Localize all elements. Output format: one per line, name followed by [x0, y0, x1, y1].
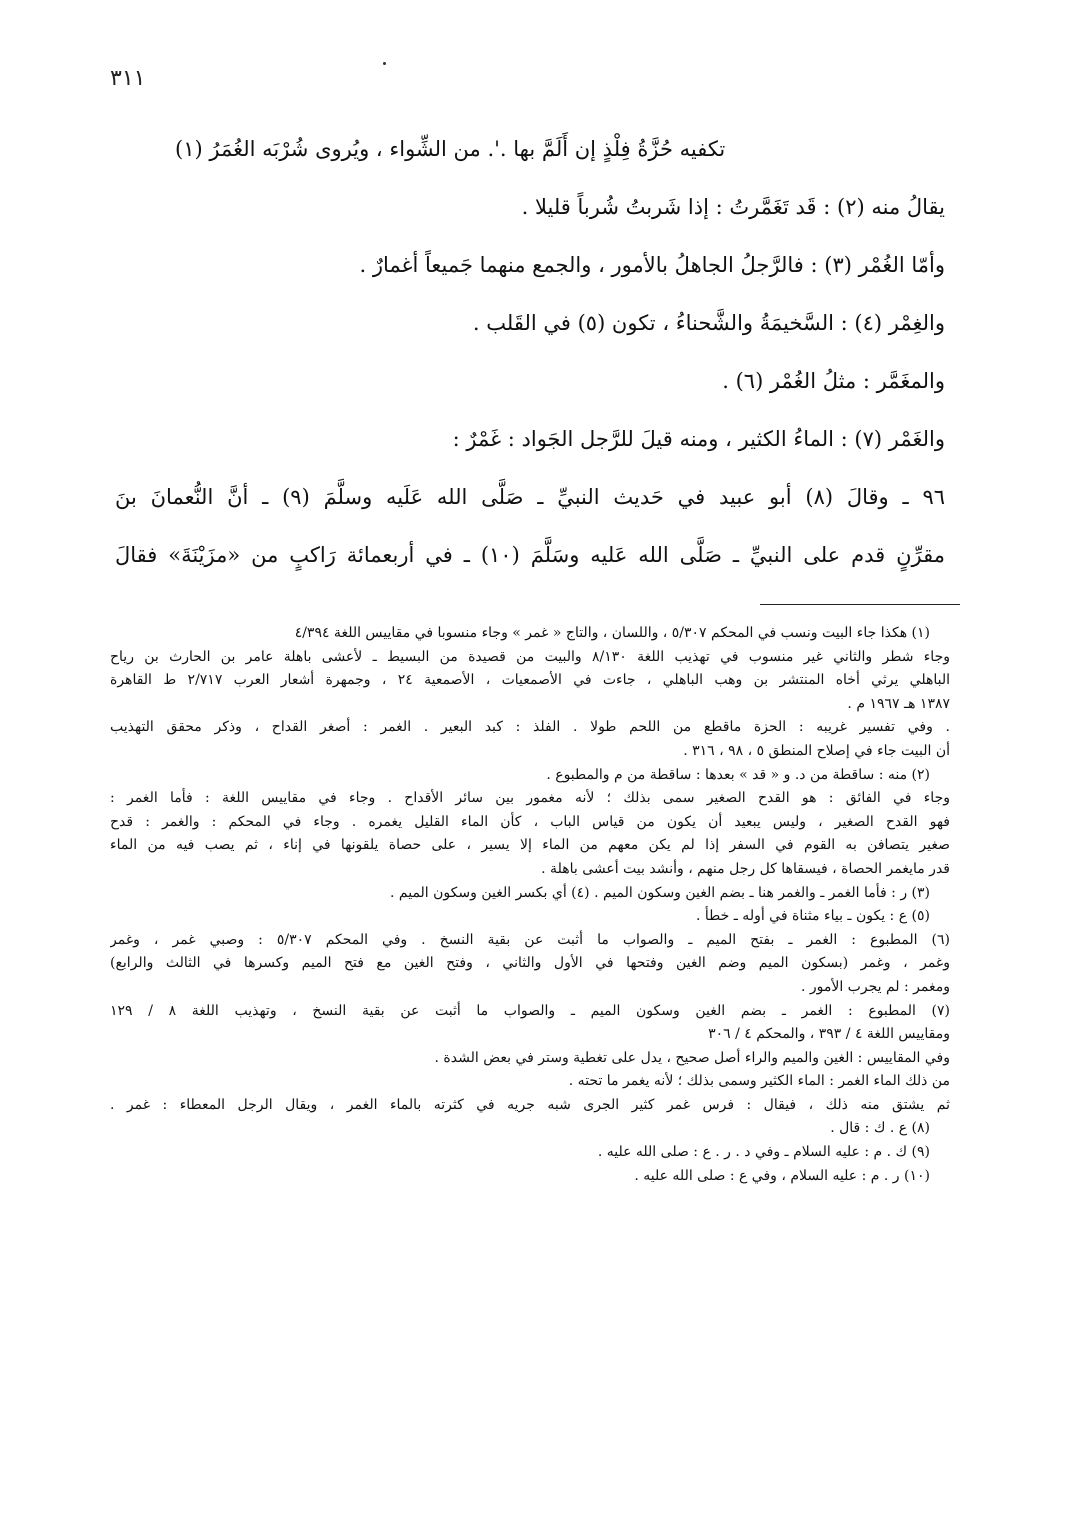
- page-number: ٣١١: [110, 66, 146, 91]
- page-dot: [383, 62, 386, 65]
- footnote-line: . وفي تفسير غريبه : الحزة ماقطع من اللحم طولا . الفلذ : كبد البعير . الغمر : أصغر القداح ، وذكر محقق التهذيب: [110, 719, 950, 736]
- footnote-line: (٣) ر : فأما الغمر ـ والغمر هنا ـ بضم الغين وسكون الميم . (٤) أي بكسر الغين وسكون الميم .: [390, 884, 930, 901]
- footnote-line: ١٣٨٧ هـ ١٩٦٧ م .: [847, 695, 950, 712]
- footnote-line: أن البيت جاء في إصلاح المنطق ٥ ، ٩٨ ، ٣١٦ .: [683, 742, 950, 759]
- footnote-line: وجاء في الفائق : هو القدح الصغير سمى بذلك ؛ لأنه مغمور بين سائر الأقداح . وجاء في مقاييس اللغة : فأما الغمر :: [110, 790, 950, 807]
- footnote-line: (١٠) ر . م : عليه السلام ، وفي ع : صلى الله عليه .: [634, 1167, 930, 1184]
- main-text-line: وأمّا الغُمْر (٣) : فالرَّجلُ الجاهلُ بالأمور ، والجمع منهما جَميعاً أغمارٌ .: [359, 253, 945, 277]
- footnote-line: (٦) المطبوع : الغمر ـ بفتح الميم ـ والصواب ما أثبت عن بقية النسخ . وفي المحكم ٥/٣٠٧ : وصبي غمر ، وغمر: [110, 931, 950, 948]
- footnotes: [110, 622, 950, 1188]
- footnote-line: ومغمر : لم يجرب الأمور .: [800, 978, 950, 995]
- footnote-line: (٧) المطبوع : الغمر ـ بضم الغين وسكون الميم ـ والصواب ما أثبت عن بقية النسخ ، وتهذيب اللغة ٨ / ١٢٩: [110, 1002, 950, 1019]
- main-text: [115, 120, 945, 584]
- main-text-line: والغِمْر (٤) : السَّخيمَةُ والشَّحناءُ ، تكون (٥) في القَلب .: [472, 311, 945, 335]
- footnote-line: من ذلك الماء الغمر : الماء الكثير وسمى بذلك ؛ لأنه يغمر ما تحته .: [568, 1073, 950, 1090]
- footnote-line: فهو القدح الصغير ، وليس يبعيد أن يكون من قياس الباب ، كأن الماء القليل يغمره . وجاء في المحكم : والغمر : قدح: [110, 813, 950, 830]
- footnote-line: ومقاييس اللغة ٤ / ٣٩٣ ، والمحكم ٤ / ٣٠٦: [708, 1026, 950, 1043]
- footnote-line: (١) هكذا جاء البيت ونسب في المحكم ٥/٣٠٧ ، واللسان ، والتاج « غمر » وجاء منسوبا في مقاييس اللغة ٤/٣٩٤: [294, 625, 930, 641]
- footnote-line: الباهلي يرثي أخاه المنتشر بن وهب الباهلي ، جاءت في الأصمعيات ، الأصمعية ٢٤ ، وجمهرة أشعار العرب ٢/٧١٧ ط القاهرة: [110, 672, 950, 689]
- main-text-line: والغَمْر (٧) : الماءُ الكثير ، ومنه قيلَ للرَّجل الجَواد : غَمْرٌ :: [452, 427, 945, 451]
- footnote-line: (٩) ك . م : عليه السلام ـ وفي د . ر . ع : صلى الله عليه .: [597, 1144, 930, 1161]
- footnote-line: صغير يتصافن به القوم في السفر إذا لم يكن معهم من الماء إلا يسير ، على حصاة يلقونها في إناء ، ثم يصب فيه من الماء: [110, 837, 950, 854]
- footnote-line: وغمر ، وغمر (بسكون الميم وضم الغين وفتحها في الأول والثاني ، وفتح الغين مع فتح الميم وكسرها في الثالث والرابع): [110, 955, 950, 972]
- main-text-line: ٩٦ ـ وقالَ (٨) أبو عبيد في حَديث النبيِّ ـ صَلَّى الله عَلَيه وسلَّمَ (٩) ـ أنَّ النُّعمانَ بنَ: [115, 485, 945, 509]
- footnote-line: قدر مايغمر الحصاة ، فيسقاها كل رجل منهم ، وأنشد بيت أعشى باهلة .: [541, 860, 950, 877]
- poem-verse-line: تكفيه حُزَّةُ فِلْذٍ إن أَلَمَّ بها .'. من الشِّواء ، ويُروى شُرْبَه الغُمَرُ (١): [175, 137, 726, 161]
- footnote-line: (٨) ع . ك : قال .: [830, 1120, 930, 1137]
- main-text-line: يقالُ منه (٢) : قَد تَغَمَّرتُ : إذا شَربتُ شُرباً قليلا .: [521, 195, 945, 219]
- footnote-line: ثم يشتق منه ذلك ، فيقال : فرس غمر كثير الجرى شبه جريه في كثرته بالماء الغمر ، ويقال الرجل المعطاء : غمر .: [110, 1096, 950, 1113]
- footnote-line: وفي المقاييس : الغين والميم والراء أصل صحيح ، يدل على تغطية وستر في بعض الشدة .: [434, 1049, 950, 1066]
- main-text-line: مقرِّنٍ قدم على النبيِّ ـ صَلَّى الله عَليه وسَلَّمَ (١٠) ـ في أربعمائة رَاكبٍ من «مزَيْنَةَ» فقالَ: [115, 543, 945, 567]
- main-text-line: والمغَمَّر : مثلُ الغُمْر (٦) .: [722, 369, 945, 393]
- footnote-divider: [760, 604, 960, 605]
- footnote-line: (٢) منه : ساقطة من د. و « قد » بعدها : ساقطة من م والمطبوع .: [546, 766, 930, 783]
- footnote-line: وجاء شطر والثاني غير منسوب في تهذيب اللغة ٨/١٣٠ والبيت من قصيدة من البسيط ـ لأعشى باهلة عامر بن الحارث بن رياح: [110, 648, 950, 665]
- footnote-line: (٥) ع : يكون ـ بياء مثناة في أوله ـ خطأ .: [696, 908, 930, 925]
